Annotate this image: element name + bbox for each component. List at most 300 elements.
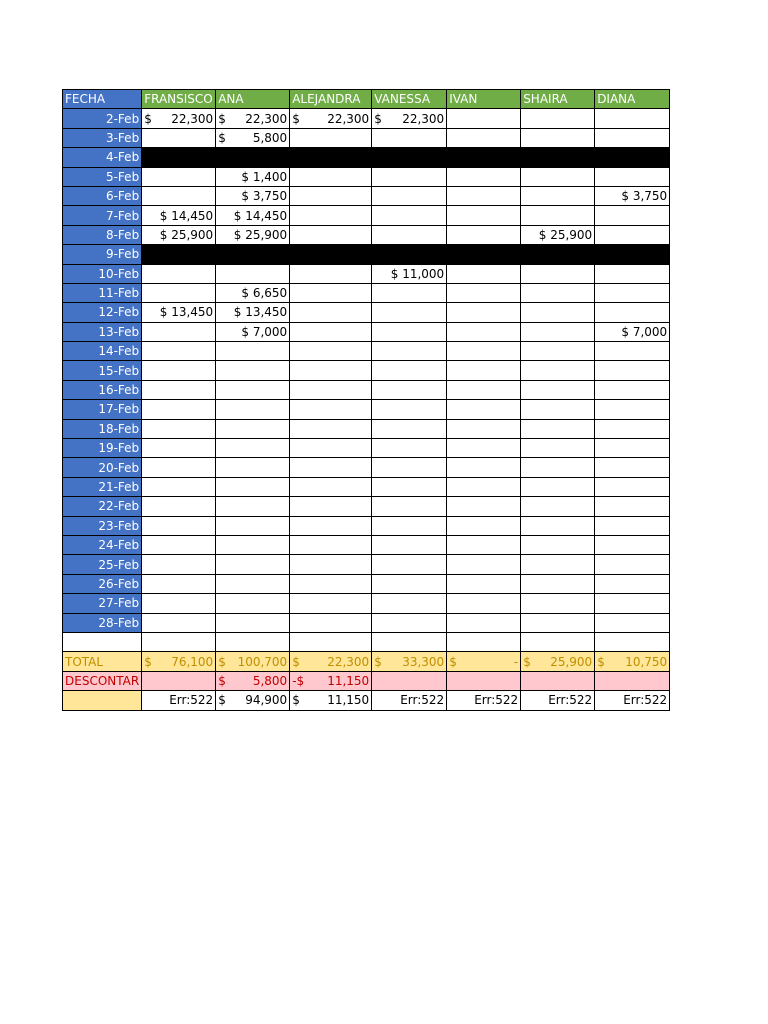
data-cell[interactable]	[521, 458, 595, 477]
descontar-cell[interactable]	[447, 671, 521, 690]
data-cell[interactable]	[521, 167, 595, 186]
data-cell[interactable]: $ 13,450	[216, 303, 290, 322]
data-cell[interactable]	[521, 128, 595, 147]
total-cell[interactable]	[595, 652, 670, 671]
date-cell[interactable]: 10-Feb	[63, 264, 142, 283]
currency-symbol: $	[292, 111, 300, 126]
data-cell[interactable]	[521, 322, 595, 341]
empty-cell[interactable]	[521, 632, 595, 651]
currency-symbol: $	[597, 654, 605, 669]
data-cell[interactable]	[216, 458, 290, 477]
data-cell[interactable]	[290, 128, 372, 147]
data-cell[interactable]	[595, 303, 670, 322]
data-cell[interactable]: $ 3,750	[595, 186, 670, 205]
data-cell[interactable]	[372, 439, 447, 458]
data-cell[interactable]	[447, 342, 521, 361]
data-cell[interactable]	[290, 361, 372, 380]
date-cell[interactable]: 6-Feb	[63, 186, 142, 205]
data-cell[interactable]	[290, 245, 372, 264]
data-cell[interactable]	[595, 535, 670, 554]
final-cell[interactable]: Err:522	[447, 691, 521, 710]
data-cell[interactable]	[595, 206, 670, 225]
descontar-cell[interactable]	[372, 671, 447, 690]
date-cell[interactable]: 15-Feb	[63, 361, 142, 380]
data-cell[interactable]	[216, 439, 290, 458]
data-cell[interactable]	[142, 322, 216, 341]
data-cell[interactable]	[595, 361, 670, 380]
data-cell[interactable]	[372, 497, 447, 516]
data-cell[interactable]	[447, 225, 521, 244]
accounting-value	[597, 654, 667, 670]
date-cell[interactable]: 2-Feb	[63, 109, 142, 128]
accounting-value	[218, 692, 287, 708]
data-cell[interactable]	[447, 283, 521, 302]
data-cell[interactable]	[142, 613, 216, 632]
data-cell[interactable]	[372, 342, 447, 361]
data-cell[interactable]	[142, 419, 216, 438]
data-cell[interactable]	[372, 148, 447, 167]
data-cell[interactable]	[521, 206, 595, 225]
final-cell[interactable]: Err:522	[142, 691, 216, 710]
table-row	[63, 497, 670, 516]
amount-value: 10,750	[625, 654, 668, 669]
data-cell[interactable]	[595, 555, 670, 574]
currency-symbol: $	[292, 693, 300, 708]
date-cell[interactable]: 24-Feb	[63, 535, 142, 554]
data-cell[interactable]	[216, 613, 290, 632]
data-cell[interactable]: $ 6,650	[216, 283, 290, 302]
data-cell[interactable]	[447, 322, 521, 341]
data-cell[interactable]	[447, 419, 521, 438]
data-cell[interactable]	[290, 264, 372, 283]
data-cell[interactable]	[447, 477, 521, 496]
data-cell[interactable]	[142, 264, 216, 283]
empty-cell[interactable]	[216, 632, 290, 651]
currency-symbol: $	[218, 673, 226, 688]
data-cell[interactable]	[521, 535, 595, 554]
data-cell[interactable]	[521, 613, 595, 632]
data-cell[interactable]	[290, 186, 372, 205]
data-cell[interactable]	[521, 400, 595, 419]
descontar-cell[interactable]	[142, 671, 216, 690]
data-cell[interactable]	[142, 555, 216, 574]
data-cell[interactable]	[447, 167, 521, 186]
data-cell[interactable]	[595, 439, 670, 458]
data-cell[interactable]: $ 13,450	[142, 303, 216, 322]
data-cell[interactable]	[290, 148, 372, 167]
date-cell[interactable]: 23-Feb	[63, 516, 142, 535]
date-cell[interactable]: 13-Feb	[63, 322, 142, 341]
data-cell[interactable]	[447, 535, 521, 554]
data-cell[interactable]	[216, 516, 290, 535]
currency-symbol: $	[374, 111, 382, 126]
date-cell[interactable]: 18-Feb	[63, 419, 142, 438]
data-cell[interactable]	[372, 206, 447, 225]
data-cell[interactable]	[447, 303, 521, 322]
total-cell[interactable]	[142, 652, 216, 671]
data-cell[interactable]	[216, 109, 290, 128]
data-cell[interactable]	[216, 477, 290, 496]
data-cell[interactable]	[290, 439, 372, 458]
data-cell[interactable]	[372, 380, 447, 399]
data-cell[interactable]	[595, 283, 670, 302]
data-cell[interactable]: $ 25,900	[521, 225, 595, 244]
date-cell[interactable]: 17-Feb	[63, 400, 142, 419]
data-cell[interactable]	[290, 477, 372, 496]
data-cell[interactable]	[372, 303, 447, 322]
table-row	[63, 264, 670, 283]
data-cell[interactable]	[290, 419, 372, 438]
data-cell[interactable]: $ 11,000	[372, 264, 447, 283]
data-cell[interactable]	[372, 574, 447, 593]
data-cell[interactable]	[521, 439, 595, 458]
data-cell[interactable]	[142, 477, 216, 496]
data-cell[interactable]	[447, 613, 521, 632]
data-cell[interactable]	[447, 555, 521, 574]
data-cell[interactable]: $ 1,400	[216, 167, 290, 186]
data-cell[interactable]	[290, 167, 372, 186]
data-cell[interactable]	[290, 400, 372, 419]
data-cell[interactable]	[447, 128, 521, 147]
descontar-label[interactable]: DESCONTAR	[63, 671, 142, 690]
data-cell[interactable]	[142, 516, 216, 535]
currency-symbol: -$	[292, 673, 305, 688]
data-cell[interactable]	[142, 245, 216, 264]
data-cell[interactable]	[521, 380, 595, 399]
table-row	[63, 361, 670, 380]
descontar-cell[interactable]	[521, 671, 595, 690]
blank-row	[63, 632, 670, 651]
total-cell[interactable]	[521, 652, 595, 671]
data-cell[interactable]	[521, 342, 595, 361]
data-cell[interactable]	[216, 342, 290, 361]
data-cell[interactable]	[142, 109, 216, 128]
data-cell[interactable]	[447, 148, 521, 167]
table-row	[63, 477, 670, 496]
date-cell[interactable]: 3-Feb	[63, 128, 142, 147]
data-cell[interactable]	[521, 148, 595, 167]
data-cell[interactable]	[521, 574, 595, 593]
final-row	[63, 691, 670, 710]
data-cell[interactable]	[372, 245, 447, 264]
data-cell[interactable]	[216, 555, 290, 574]
data-cell[interactable]	[216, 574, 290, 593]
data-cell[interactable]	[521, 555, 595, 574]
final-cell[interactable]: Err:522	[521, 691, 595, 710]
data-cell[interactable]	[595, 516, 670, 535]
data-cell[interactable]	[142, 574, 216, 593]
data-cell[interactable]	[290, 283, 372, 302]
empty-cell[interactable]	[372, 632, 447, 651]
total-label[interactable]: TOTAL	[63, 652, 142, 671]
data-cell[interactable]	[595, 128, 670, 147]
data-cell[interactable]	[372, 613, 447, 632]
data-cell[interactable]	[216, 400, 290, 419]
data-cell[interactable]	[142, 128, 216, 147]
table-row	[63, 245, 670, 264]
data-cell[interactable]	[595, 458, 670, 477]
data-cell[interactable]	[290, 380, 372, 399]
currency-symbol: $	[218, 111, 226, 126]
data-cell[interactable]	[521, 516, 595, 535]
data-cell[interactable]	[290, 225, 372, 244]
data-cell[interactable]	[216, 361, 290, 380]
header-cell-vanessa[interactable]: VANESSA	[372, 90, 447, 109]
date-cell[interactable]: 9-Feb	[63, 245, 142, 264]
amount-value: 76,100	[171, 654, 214, 669]
table-row	[63, 186, 670, 205]
data-cell[interactable]	[372, 400, 447, 419]
descontar-cell[interactable]	[290, 671, 372, 690]
table-row	[63, 322, 670, 341]
empty-cell[interactable]	[595, 632, 670, 651]
accounting-value	[292, 654, 369, 670]
data-cell[interactable]	[595, 167, 670, 186]
data-cell[interactable]	[447, 380, 521, 399]
final-label[interactable]	[63, 691, 142, 710]
table-row	[63, 439, 670, 458]
header-cell-alejandra[interactable]: ALEJANDRA	[290, 90, 372, 109]
data-cell[interactable]	[372, 516, 447, 535]
data-cell[interactable]	[447, 497, 521, 516]
amount-value: 11,150	[327, 673, 370, 688]
data-cell[interactable]	[372, 128, 447, 147]
data-cell[interactable]	[447, 109, 521, 128]
amount-value: 5,800	[252, 130, 288, 145]
data-cell[interactable]	[372, 594, 447, 613]
data-cell[interactable]	[447, 439, 521, 458]
data-cell[interactable]	[521, 477, 595, 496]
data-cell[interactable]	[447, 400, 521, 419]
table-row	[63, 225, 670, 244]
amount-value: 22,300	[245, 111, 288, 126]
date-cell[interactable]: 21-Feb	[63, 477, 142, 496]
data-cell[interactable]	[142, 439, 216, 458]
date-cell[interactable]: 4-Feb	[63, 148, 142, 167]
data-cell[interactable]	[595, 574, 670, 593]
data-cell[interactable]	[595, 419, 670, 438]
date-cell[interactable]: 12-Feb	[63, 303, 142, 322]
accounting-value	[292, 692, 369, 708]
data-cell[interactable]	[372, 283, 447, 302]
data-cell[interactable]	[290, 594, 372, 613]
date-cell[interactable]: 26-Feb	[63, 574, 142, 593]
data-cell[interactable]	[372, 458, 447, 477]
empty-cell[interactable]	[142, 632, 216, 651]
data-cell[interactable]	[372, 477, 447, 496]
final-cell[interactable]: Err:522	[595, 691, 670, 710]
data-cell[interactable]	[521, 497, 595, 516]
header-cell-shaira[interactable]: SHAIRA	[521, 90, 595, 109]
data-cell[interactable]	[595, 245, 670, 264]
data-cell[interactable]	[372, 109, 447, 128]
data-cell[interactable]	[595, 148, 670, 167]
table-row	[63, 574, 670, 593]
data-cell[interactable]	[595, 477, 670, 496]
data-cell[interactable]	[142, 497, 216, 516]
data-cell[interactable]: $ 3,750	[216, 186, 290, 205]
data-cell[interactable]	[447, 458, 521, 477]
data-cell[interactable]	[290, 109, 372, 128]
data-cell[interactable]	[290, 322, 372, 341]
data-cell[interactable]	[142, 594, 216, 613]
accounting-value	[218, 111, 287, 127]
data-cell[interactable]	[595, 264, 670, 283]
data-cell[interactable]	[521, 361, 595, 380]
data-cell[interactable]	[290, 555, 372, 574]
data-cell[interactable]: $ 14,450	[216, 206, 290, 225]
date-cell[interactable]: 28-Feb	[63, 613, 142, 632]
currency-symbol: $	[218, 654, 226, 669]
data-cell[interactable]	[521, 186, 595, 205]
data-cell[interactable]	[216, 535, 290, 554]
data-cell[interactable]	[216, 245, 290, 264]
data-cell[interactable]	[142, 535, 216, 554]
data-cell[interactable]	[595, 594, 670, 613]
data-cell[interactable]	[447, 361, 521, 380]
data-cell[interactable]	[595, 400, 670, 419]
date-cell[interactable]: 5-Feb	[63, 167, 142, 186]
accounting-value	[218, 673, 287, 689]
data-cell[interactable]	[595, 109, 670, 128]
data-cell[interactable]	[216, 497, 290, 516]
descontar-cell[interactable]	[216, 671, 290, 690]
data-cell[interactable]	[142, 148, 216, 167]
data-cell[interactable]	[290, 535, 372, 554]
data-cell[interactable]	[290, 574, 372, 593]
data-cell[interactable]	[142, 458, 216, 477]
data-cell[interactable]	[216, 594, 290, 613]
data-cell[interactable]	[521, 245, 595, 264]
date-cell[interactable]: 11-Feb	[63, 283, 142, 302]
table-row	[63, 535, 670, 554]
currency-symbol: $	[144, 654, 152, 669]
data-cell[interactable]: $ 25,900	[216, 225, 290, 244]
data-cell[interactable]	[447, 264, 521, 283]
data-cell[interactable]	[142, 283, 216, 302]
data-cell[interactable]	[142, 361, 216, 380]
date-cell[interactable]: 14-Feb	[63, 342, 142, 361]
header-cell-fransisco[interactable]: FRANSISCO	[142, 90, 216, 109]
data-cell[interactable]	[142, 380, 216, 399]
data-cell[interactable]	[290, 206, 372, 225]
date-cell[interactable]: 20-Feb	[63, 458, 142, 477]
date-cell[interactable]: 16-Feb	[63, 380, 142, 399]
header-cell-ivan[interactable]: IVAN	[447, 90, 521, 109]
total-cell[interactable]	[447, 652, 521, 671]
data-cell[interactable]	[521, 303, 595, 322]
data-cell[interactable]	[447, 186, 521, 205]
data-cell[interactable]	[142, 342, 216, 361]
accounting-value	[144, 654, 213, 670]
data-cell[interactable]	[595, 497, 670, 516]
data-cell[interactable]	[290, 613, 372, 632]
data-cell[interactable]	[521, 264, 595, 283]
date-cell[interactable]: 22-Feb	[63, 497, 142, 516]
data-cell[interactable]	[142, 167, 216, 186]
final-cell[interactable]	[290, 691, 372, 710]
data-cell[interactable]	[142, 400, 216, 419]
data-cell[interactable]	[372, 419, 447, 438]
date-cell[interactable]: 19-Feb	[63, 439, 142, 458]
data-cell[interactable]	[290, 516, 372, 535]
data-cell[interactable]	[372, 322, 447, 341]
date-cell[interactable]: 25-Feb	[63, 555, 142, 574]
data-cell[interactable]: $ 25,900	[142, 225, 216, 244]
data-cell[interactable]	[290, 303, 372, 322]
data-cell[interactable]: $ 7,000	[216, 322, 290, 341]
data-cell[interactable]	[216, 264, 290, 283]
descontar-cell[interactable]	[595, 671, 670, 690]
currency-symbol: $	[292, 654, 300, 669]
empty-cell[interactable]	[63, 632, 142, 651]
total-cell[interactable]	[216, 652, 290, 671]
date-cell[interactable]: 27-Feb	[63, 594, 142, 613]
total-cell[interactable]	[290, 652, 372, 671]
data-cell[interactable]	[372, 186, 447, 205]
header-cell-ana[interactable]: ANA	[216, 90, 290, 109]
date-cell[interactable]: 7-Feb	[63, 206, 142, 225]
data-cell[interactable]	[216, 148, 290, 167]
accounting-value	[218, 130, 287, 146]
data-cell[interactable]	[447, 206, 521, 225]
header-row	[63, 90, 670, 109]
empty-cell[interactable]	[447, 632, 521, 651]
date-cell[interactable]: 8-Feb	[63, 225, 142, 244]
data-cell[interactable]	[595, 225, 670, 244]
data-cell[interactable]	[521, 109, 595, 128]
final-cell[interactable]	[216, 691, 290, 710]
table-row	[63, 419, 670, 438]
data-cell[interactable]	[447, 574, 521, 593]
data-cell[interactable]	[372, 167, 447, 186]
data-cell[interactable]	[595, 380, 670, 399]
data-cell[interactable]	[372, 535, 447, 554]
data-cell[interactable]	[595, 613, 670, 632]
data-cell[interactable]	[372, 225, 447, 244]
data-cell[interactable]: $ 14,450	[142, 206, 216, 225]
header-cell-diana[interactable]: DIANA	[595, 90, 670, 109]
data-cell[interactable]	[447, 245, 521, 264]
data-cell[interactable]	[142, 186, 216, 205]
empty-cell[interactable]	[290, 632, 372, 651]
accounting-value	[218, 654, 287, 670]
data-cell[interactable]	[216, 419, 290, 438]
total-cell[interactable]	[372, 652, 447, 671]
total-row	[63, 652, 670, 671]
table-row	[63, 303, 670, 322]
data-cell[interactable]	[290, 497, 372, 516]
data-cell[interactable]	[216, 128, 290, 147]
data-cell[interactable]	[447, 516, 521, 535]
data-cell[interactable]	[372, 361, 447, 380]
data-cell[interactable]	[290, 458, 372, 477]
data-cell[interactable]	[290, 342, 372, 361]
data-cell[interactable]	[447, 594, 521, 613]
final-cell[interactable]: Err:522	[372, 691, 447, 710]
data-cell[interactable]: $ 7,000	[595, 322, 670, 341]
data-cell[interactable]	[521, 594, 595, 613]
data-cell[interactable]	[521, 419, 595, 438]
table-row	[63, 594, 670, 613]
amount-value: 25,900	[550, 654, 593, 669]
data-cell[interactable]	[595, 342, 670, 361]
data-cell[interactable]	[216, 380, 290, 399]
data-cell[interactable]	[521, 283, 595, 302]
data-cell[interactable]	[372, 555, 447, 574]
amount-value: 33,300	[402, 654, 445, 669]
header-cell-fecha[interactable]: FECHA	[63, 90, 142, 109]
